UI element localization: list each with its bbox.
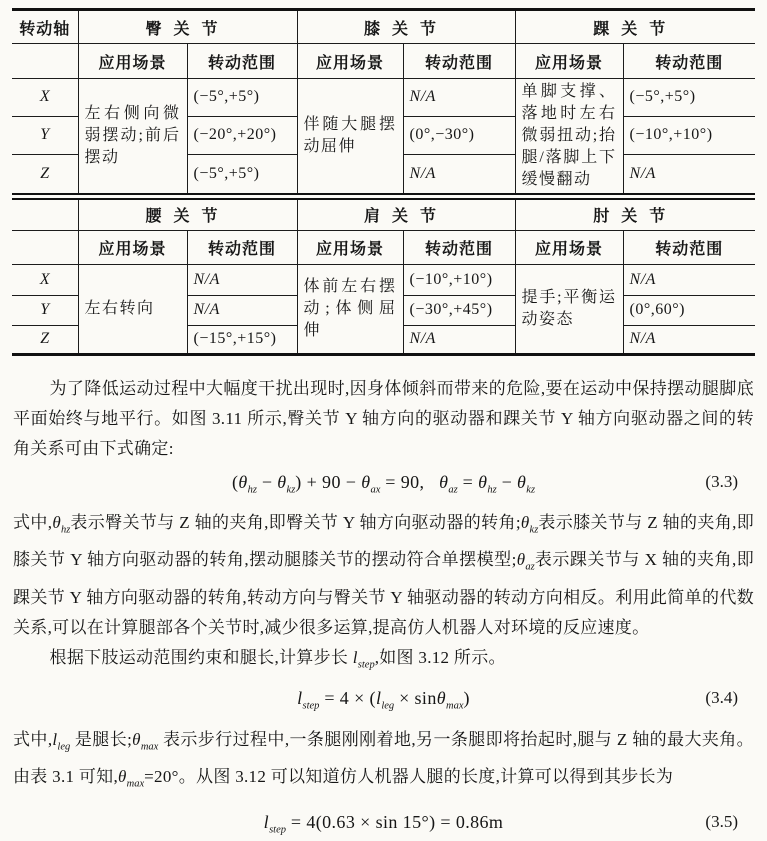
eq-sub: step [269, 824, 286, 836]
joint-header-elbow: 肘关节 [515, 199, 755, 230]
range-cell-hip-z: (−5°,+5°) [187, 154, 297, 194]
eq-seg: = 4(0.63 × sin 15°) = 0.86m [285, 811, 504, 832]
eq-sub: kz [286, 484, 296, 496]
para-sub: kz [529, 524, 539, 536]
para-var-theta: θ [520, 513, 530, 533]
empty-header-cell [12, 230, 78, 264]
para-var-theta: θ [516, 550, 526, 570]
eq-seg: ) [463, 688, 470, 709]
joint-table-upper [12, 8, 755, 195]
range-cell-shoulder-x: (−10°,+10°) [403, 264, 515, 295]
para-sub: az [525, 561, 535, 573]
para-seg: 根据下肢运动范围约束和腿长,计算步长 [49, 647, 353, 667]
eq-var-theta: θ [361, 471, 371, 492]
app-cell-knee: 伴随大腿摆动屈伸 [297, 79, 403, 195]
app-cell-waist: 左右转向 [78, 264, 187, 354]
eq-seg: ( [231, 471, 239, 492]
axis-cell-x: X [12, 79, 78, 117]
range-cell-waist-z: (−15°,+15°) [187, 325, 297, 354]
paragraph-3 [13, 643, 754, 680]
eq-var-l: l [263, 811, 270, 832]
eq-sub: max [445, 700, 464, 712]
equation-3-4-body [297, 688, 470, 712]
eq-var-theta: θ [439, 471, 449, 492]
range-header-cell: 转动范围 [187, 44, 297, 79]
range-header-cell: 转动范围 [403, 230, 515, 264]
app-cell-hip: 左右侧向微弱摆动;前后摆动 [78, 79, 187, 195]
app-header-cell: 应用场景 [78, 230, 187, 264]
eq-seg: = 4 × ( [319, 688, 376, 709]
app-cell-ankle: 单脚支撑、落地时左右微弱扭动;抬腿/落脚上下缓慢翻动 [515, 79, 623, 195]
para-sub: hz [60, 524, 71, 536]
range-header-cell: 转动范围 [403, 44, 515, 79]
range-cell-hip-x: (−5°,+5°) [187, 79, 297, 117]
empty-header-cell [12, 199, 78, 230]
range-header-cell: 转动范围 [187, 230, 297, 264]
range-cell-waist-y: N/A [187, 295, 297, 325]
range-cell-elbow-x: N/A [623, 264, 755, 295]
eq-var-theta: θ [436, 688, 446, 709]
joint-header-hip: 臀关节 [78, 10, 297, 44]
range-cell-knee-z: N/A [403, 154, 515, 194]
range-cell-knee-x: N/A [403, 79, 515, 117]
para-sub: leg [57, 741, 71, 753]
axis-cell-x: X [12, 264, 78, 295]
axis-header-cell: 转动轴 [12, 10, 78, 44]
equation-number: (3.5) [705, 811, 738, 831]
equation-number: (3.3) [705, 471, 738, 491]
eq-sub: hz [247, 484, 257, 496]
para-sub: step [357, 659, 375, 671]
range-cell-shoulder-y: (−30°,+45°) [403, 295, 515, 325]
axis-cell-z: Z [12, 325, 78, 354]
range-cell-elbow-y: (0°,60°) [623, 295, 755, 325]
equation-3-3 [13, 466, 754, 507]
joint-table-lower [12, 198, 755, 356]
eq-var-theta: θ [277, 471, 287, 492]
para-seg: ,如图 3.12 所示。 [374, 647, 506, 667]
eq-sub: kz [526, 484, 536, 496]
eq-sub: leg [381, 700, 395, 712]
app-cell-elbow: 提手;平衡运动姿态 [515, 264, 623, 354]
equation-3-5 [13, 806, 754, 841]
eq-var-theta: θ [478, 471, 488, 492]
joint-header-shoulder: 肩关节 [297, 199, 515, 230]
empty-header-cell [12, 44, 78, 79]
range-cell-shoulder-z: N/A [403, 325, 515, 354]
eq-seg: = [457, 471, 479, 492]
para-var-theta: θ [52, 513, 61, 533]
paragraph-1: 为了降低运动过程中大幅度干扰出现时,因身体倾斜而带来的危险,要在运动中保持摆动腿脚底平面始终与地平行。如图 3.11 所示,臀关节 Y 轴方向的驱动器和踝关节 Y 轴方向驱动器之间的转角关系可由下式确定: [13, 378, 754, 458]
eq-sub: ax [370, 484, 381, 496]
paragraph-4 [13, 725, 754, 800]
eq-var-theta: θ [238, 471, 248, 492]
axis-cell-y: Y [12, 295, 78, 325]
eq-sub: az [448, 484, 458, 496]
para-seg: 表示步行过程中,一条腿刚刚着地,另一条腿即将抬起时,腿与 Z 轴的最大夹角。由表 3.1 可知, [13, 729, 754, 787]
axis-cell-y: Y [12, 116, 78, 154]
para-seg: 表示踝关节与 X 轴的夹角,即踝关节 Y 轴方向驱动器的转角,转动方向与臀关节 Y 轴驱动器的转动方向相反。利用此简单的代数关系,可以在计算腿部各个关节时,减少很多运算,提高仿人机器人对环境的反应速度。 [13, 550, 754, 637]
para-var-l: l [52, 729, 58, 749]
range-cell-ankle-z: N/A [623, 154, 755, 194]
para-sub: max [126, 778, 145, 790]
para-seg: 是腿长; [70, 729, 133, 749]
eq-var-theta: θ [517, 471, 527, 492]
paragraph-2 [13, 508, 754, 643]
equation-3-4 [13, 682, 754, 723]
para-var-theta: θ [132, 729, 141, 749]
range-cell-waist-x: N/A [187, 264, 297, 295]
eq-sub: step [302, 700, 320, 712]
app-header-cell: 应用场景 [78, 44, 187, 79]
para-var-l: l [352, 647, 358, 667]
eq-seg: × sin [394, 688, 437, 709]
eq-sub: hz [487, 484, 497, 496]
app-header-cell: 应用场景 [515, 44, 623, 79]
equation-3-5-body [263, 811, 504, 836]
equation-3-3-body [231, 471, 536, 496]
joint-header-knee: 膝关节 [297, 10, 515, 44]
axis-cell-z: Z [12, 154, 78, 194]
range-cell-hip-y: (−20°,+20°) [187, 116, 297, 154]
para-seg: 表示臀关节与 Z 轴的夹角,即臀关节 Y 轴方向驱动器的转角; [70, 513, 521, 533]
eq-seg: − [496, 471, 518, 492]
range-cell-ankle-y: (−10°,+10°) [623, 116, 755, 154]
para-seg: 表示膝关节与 Z 轴的夹角,即膝关节 Y 轴方向驱动器的转角,摆动腿膝关节的摆动符合单摆模型; [13, 513, 754, 570]
range-header-cell: 转动范围 [623, 230, 755, 264]
app-cell-shoulder: 体前左右摆动;体侧屈伸 [297, 264, 403, 354]
eq-seg: = 90, [380, 471, 440, 492]
range-cell-ankle-x: (−5°,+5°) [623, 79, 755, 117]
eq-var-l: l [375, 688, 382, 709]
app-header-cell: 应用场景 [515, 230, 623, 264]
para-seg: 式中, [13, 513, 53, 533]
para-seg: 式中, [13, 729, 53, 749]
eq-var-l: l [297, 688, 303, 709]
para-var-theta: θ [118, 767, 127, 787]
para-seg: =20°。从图 3.12 可以知道仿人机器人腿的长度,计算可以得到其步长为 [144, 767, 674, 787]
para-sub: max [140, 741, 159, 753]
joint-header-waist: 腰关节 [78, 199, 297, 230]
range-header-cell: 转动范围 [623, 44, 755, 79]
joint-header-ankle: 踝关节 [515, 10, 755, 44]
app-header-cell: 应用场景 [297, 44, 403, 79]
range-cell-elbow-z: N/A [623, 325, 755, 354]
body-text [13, 374, 754, 841]
equation-number: (3.4) [705, 688, 738, 708]
eq-seg: − [256, 471, 278, 492]
eq-seg: ) + 90 − [295, 471, 362, 492]
range-cell-knee-y: (0°,−30°) [403, 116, 515, 154]
app-header-cell: 应用场景 [297, 230, 403, 264]
